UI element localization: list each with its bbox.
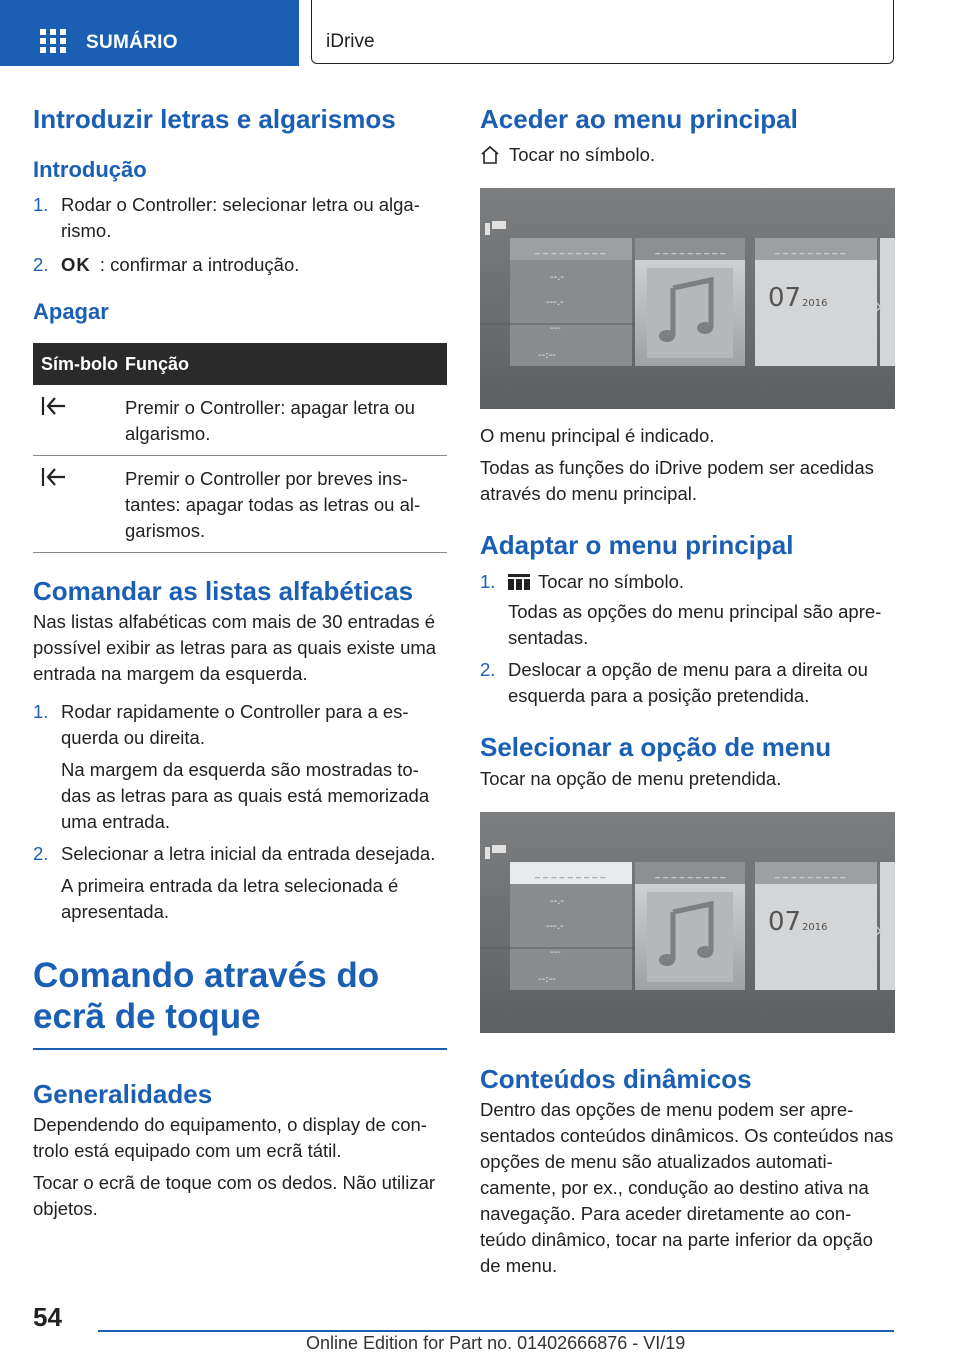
summary-button[interactable]	[0, 0, 299, 66]
step-detail: Na margem da esquerda são mostradas to-das as letras para as quais está memorizada uma entrada.	[61, 759, 430, 833]
list-item	[33, 252, 447, 278]
alpha-lists-paragraph: Nas listas alfabéticas com mais de 30 entradas é possível exibir as letras para as quais existe uma entrada na margem da esquerda.	[33, 611, 437, 685]
grid-menu-icon	[40, 29, 66, 53]
intro-steps	[33, 192, 447, 278]
dynamic-paragraph: Dentro das opções de menu podem ser apre-sentados conteúdos dinâmicos. Os conteúdos nas opções de menu são atualizados automati-camente, por ex., condução ao destino ativa na navegação. Para aceder diretamente ao con-teúdo dinâmico, tocar na parte inferior da opção de menu.	[480, 1099, 894, 1276]
step-text: : confirmar a introdução.	[99, 254, 300, 276]
left-column	[33, 98, 447, 1222]
svg-text:---: ---	[550, 322, 561, 334]
delete-arrow-icon	[41, 466, 67, 488]
cell-symbol	[33, 395, 119, 447]
main-tap-text: Tocar no símbolo.	[509, 143, 656, 165]
summary-label: SUMÁRIO	[86, 32, 178, 53]
heading-select-option: Selecionar a opção de menu	[480, 732, 832, 762]
heading-delete: Apagar	[33, 299, 109, 325]
step-detail: A primeira entrada da letra selecionada é apresentada.	[61, 875, 399, 923]
svg-text:_ _ _ _ _ _ _ _ _: _ _ _ _ _ _ _ _ _	[535, 243, 606, 255]
edition-label: Online Edition for Part no. 01402666876 - VI/19	[306, 1333, 686, 1353]
top-navigation-bar	[0, 0, 960, 66]
list-item	[480, 657, 894, 709]
svg-text:--:--: --:--	[538, 973, 556, 985]
heading-general: Generalidades	[33, 1078, 213, 1109]
heading-letters-digits: Introduzir letras e algarismos	[33, 104, 396, 134]
right-column	[480, 98, 894, 1279]
breadcrumb[interactable]	[311, 0, 894, 64]
heading-adapt-menu: Adaptar o menu principal	[480, 529, 794, 560]
heading-touchscreen: Comando através do ecrã de toque	[33, 956, 380, 1037]
section-divider	[33, 1048, 447, 1050]
svg-text:_ _ _ _ _ _ _ _ _: _ _ _ _ _ _ _ _ _	[655, 867, 726, 879]
page-number: 54	[33, 1302, 62, 1332]
cell-function: Premir o Controller: apagar letra ou algarismo.	[125, 396, 415, 444]
table-row	[33, 385, 447, 456]
adapt-steps	[480, 569, 894, 709]
idrive-main-menu-screenshot	[480, 188, 895, 409]
svg-text:07: 07	[768, 282, 802, 313]
breadcrumb-label: iDrive	[326, 31, 375, 52]
heading-main-menu: Aceder ao menu principal	[480, 104, 798, 134]
cell-symbol	[33, 466, 119, 544]
svg-text:›: ›	[875, 917, 883, 942]
footer-divider	[98, 1330, 894, 1332]
step-text: Tocar no símbolo.	[538, 571, 685, 592]
select-paragraph: Tocar na opção de menu pretendida.	[480, 767, 782, 789]
svg-text:--:--: --:--	[538, 349, 556, 361]
main-menu-desc: Todas as funções do iDrive podem ser acedidas através do menu principal.	[480, 456, 874, 504]
general-paragraph-1: Dependendo do equipamento, o display de con-trolo está equipado com um ecrã tátil.	[33, 1114, 427, 1162]
step-number: 1.	[480, 571, 496, 592]
step-number: 2.	[33, 843, 49, 865]
heading-alpha-lists: Comandar as listas alfabéticas	[33, 575, 414, 606]
step-detail: Todas as opções do menu principal são apre-sentadas.	[508, 601, 882, 648]
column-header-function: Função	[125, 353, 190, 374]
idrive-select-option-screenshot	[480, 812, 895, 1033]
svg-text:_ _ _ _ _ _ _ _ _: _ _ _ _ _ _ _ _ _	[535, 867, 606, 879]
step-text: Rodar o Controller: selecionar letra ou alga-rismo.	[61, 194, 420, 242]
heading-intro: Introdução	[33, 156, 147, 182]
svg-text:›: ›	[875, 293, 883, 318]
column-header-symbol: Sím-bolo	[41, 353, 118, 374]
home-icon	[480, 145, 500, 165]
menu-screen-graphic	[480, 188, 895, 409]
alpha-lists-steps	[33, 699, 447, 925]
svg-text:2016: 2016	[802, 921, 828, 933]
menu-screen-graphic-selected	[480, 812, 895, 1033]
svg-text:2016: 2016	[802, 297, 828, 309]
step-text: Selecionar a letra inicial da entrada desejada.	[61, 843, 436, 865]
step-number: 1.	[33, 194, 49, 216]
step-text: Deslocar a opção de menu para a direita ou esquerda para a posição pretendida.	[508, 659, 868, 706]
ok-icon: OK	[61, 254, 91, 276]
list-item	[33, 192, 447, 244]
table-row	[33, 456, 447, 553]
table-header	[33, 343, 447, 385]
heading-dynamic-content: Conteúdos dinâmicos	[480, 1063, 752, 1094]
svg-text:07: 07	[768, 906, 802, 937]
general-paragraph-2: Tocar o ecrã de toque com os dedos. Não utilizar objetos.	[33, 1172, 436, 1220]
svg-text:--.-: --.-	[550, 895, 565, 907]
step-text: Rodar rapidamente o Controller para a es-querda ou direita.	[61, 701, 409, 749]
list-item	[33, 699, 447, 835]
delete-arrow-icon	[41, 395, 67, 417]
step-number: 1.	[33, 701, 49, 723]
menu-columns-icon	[508, 574, 530, 590]
svg-text:_ _ _ _ _ _ _ _ _: _ _ _ _ _ _ _ _ _	[775, 243, 846, 255]
svg-text:_ _ _ _ _ _ _ _ _: _ _ _ _ _ _ _ _ _	[655, 243, 726, 255]
svg-text:--.-: --.-	[550, 271, 565, 283]
cell-function: Premir o Controller por breves ins-tantes: apagar todas as letras ou al-garismos.	[125, 467, 421, 541]
svg-text:---.-: ---.-	[546, 920, 564, 932]
list-item	[33, 841, 447, 925]
svg-text:_ _ _ _ _ _ _ _ _: _ _ _ _ _ _ _ _ _	[775, 867, 846, 879]
list-item	[480, 569, 894, 651]
svg-text:---.-: ---.-	[546, 296, 564, 308]
step-number: 2.	[480, 659, 496, 680]
svg-text:---: ---	[550, 946, 561, 958]
main-menu-shown: O menu principal é indicado.	[480, 424, 715, 446]
delete-symbol-table	[33, 343, 447, 553]
step-number: 2.	[33, 254, 49, 276]
main-tap-line	[480, 142, 894, 168]
